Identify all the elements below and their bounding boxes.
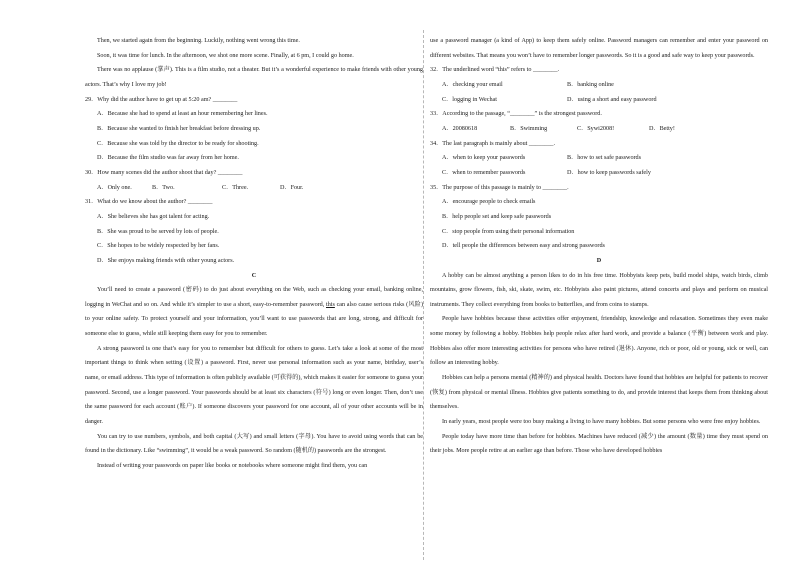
paragraph: A hobby can be almost anything a person likes to do in his free time. Hobbyists keep pets, build model ships, watch birds, climb mountains, grow flowers, fish, ski, skate, swim, etc. Hobbyists also paint pictures, attend concerts and plays and perform on musical instruments. They collect everything from books to butterflies, and from coins to stamps.	[430, 272, 768, 308]
option-29d: D．Because the film studio was far away from her home.	[97, 155, 239, 162]
paragraph: use a password manager (a kind of App) to keep them safely online. Password managers can remember and enter your password on different websites. That means you won’t have to remember longer passwords. So it is a good and safe way to keep your passwords.	[430, 38, 768, 59]
question-29-stem: 29．Why did the author have to get up at 5:20 am? ________	[85, 96, 238, 103]
option-31a: A．She believes she has got talent for acting.	[97, 213, 210, 220]
question-35-stem: 35．The purpose of this passage is mainly to ________.	[430, 184, 569, 191]
question-30-stem: 30．How many scenes did the author shoot that day? ________	[85, 169, 243, 176]
option-29b: B．Because she wanted to finish her breakfast before dressing up.	[97, 125, 261, 132]
paragraph: Soon, it was time for lunch. In the afternoon, we shot one more scene. Finally, at 6 pm, I could go home.	[97, 52, 354, 59]
option-35d: D．tell people the differences between easy and strong passwords	[442, 243, 605, 250]
question-34-options-ab	[430, 151, 768, 166]
question-32-options-cd	[430, 93, 768, 108]
paragraph: There was no applause (掌声). This is a film studio, not a theater. But it’s a wonderful experience to make friends with other young actors. That’s why I love my job!	[85, 67, 423, 88]
paragraph: Then, we started again from the beginning. Luckily, nothing went wrong this time.	[97, 38, 300, 44]
paragraph: In early years, most people were too busy making a living to have many hobbies. But some persons who were free enjoy hobbies.	[442, 419, 761, 426]
question-33-stem: 33．According to the passage, “________” is the strongest password.	[430, 111, 602, 118]
option-32a: A．checking your email	[442, 81, 503, 88]
option-33b: B．Swimming	[510, 125, 548, 132]
text-run: You’ll need to create a password (密码) to do just about everything on the Web, such as checking your email, banking online, logging in WeChat and so on. And while it’s simpler to use a short, easy-to-remember password,	[85, 287, 423, 308]
question-34-options-cd	[430, 166, 768, 181]
option-34d: D．how to keep passwords safely	[567, 169, 651, 176]
paragraph: People today have more time than before for hobbies. Machines have reduced (减少) the amount (数量) time they must spend on their jobs. More people retire at an earlier age than before. Those who have developed hobbies	[430, 433, 768, 455]
section-heading-d: D	[596, 257, 602, 264]
question-34-stem: 34．The last paragraph is mainly about ________.	[430, 140, 556, 147]
option-32d: D．using a short and easy password	[567, 96, 657, 103]
paragraph: Hobbies can help a persons mental (精神的) and physical health. Doctors have found that hobbies are helpful for patients to recover (恢复) from physical or mental illness. Hobbies give patients something to do, and provide interest that keeps them from thinking about themselves.	[430, 375, 768, 411]
column-divider	[423, 30, 424, 560]
question-30-options	[85, 181, 423, 196]
option-30d: D．Four.	[280, 184, 304, 191]
question-32-options-ab	[430, 78, 768, 93]
section-heading-c: C	[251, 272, 257, 279]
paragraph	[85, 283, 423, 342]
text-run: can also cause serious risks (风险) to your online safety. To protect yourself and your information, you’ll want to use passwords that are long, strong, and difficult for someone else to guess, while still keeping them easy for you to remember.	[85, 301, 424, 338]
question-32-stem: 32．The underlined word “this” refers to ________.	[430, 67, 560, 74]
paragraph: You can try to use numbers, symbols, and both capital (大写) and small letters (字母). You have to avoid using words that can be found in the dictionary. Like “swimming”, it would be a weak password. So random (随机的) passwords are the strongest.	[85, 433, 423, 455]
paragraph: People have hobbies because these activities offer enjoyment, friendship, knowledge and relaxation. Sometimes they even make some money by following a hobby. Hobbies help people relax after hard work, and provide a balance (平衡) between work and play. Hobbies also offer more interesting activities for persons who have retired (退休). Anyone, rich or poor, old or young, sick or well, can follow an interesting hobby.	[430, 316, 768, 367]
option-32c: C．logging in Wechat	[442, 96, 497, 103]
option-31c: C．She hopes to be widely respected by her fans.	[97, 243, 220, 250]
option-34b: B．how to set safe passwords	[567, 155, 642, 162]
option-32b: B．banking online	[567, 81, 614, 88]
option-30a: A．Only one.	[97, 184, 132, 191]
option-35b: B．help people set and keep safe passwords	[442, 213, 552, 220]
underlined-word: this	[326, 301, 335, 308]
option-30b: B．Two.	[152, 184, 175, 191]
option-34c: C．when to remember passwords	[442, 169, 526, 176]
option-31b: B．She was proud to be served by lots of people.	[97, 228, 219, 235]
option-31d: D．She enjoys making friends with other young actors.	[97, 257, 235, 264]
paragraph: Instead of writing your passwords on paper like books or notebooks where someone might find them, you can	[97, 463, 368, 470]
question-33-options	[430, 122, 768, 137]
option-30c: C．Three.	[222, 184, 249, 191]
question-31-stem: 31．What do we know about the author? ________	[85, 199, 213, 206]
option-29a: A．Because she had to spend at least an hour remembering her lines.	[97, 111, 268, 118]
right-column	[430, 34, 768, 459]
option-33a: A．20080618	[442, 125, 478, 132]
option-33d: D．Betty!	[649, 125, 675, 132]
left-column	[85, 34, 423, 474]
option-34a: A．when to keep your passwords	[442, 155, 526, 162]
option-35c: C．stop people from using their personal information	[442, 228, 575, 235]
option-33c: C．Sywi2008!	[577, 125, 615, 132]
paragraph: A strong password is one that’s easy for you to remember but difficult for others to guess. Let’s take a look at some of the most important things to think when setting (设置) a password. First, never use personal information such as your name, birthday, user’s name, or email address. This type of information is often publicly available (可获得的), which makes it easier for someone to guess your password. Second, use a longer password. Your passwords should be at least six characters (符号) long or even longer. Then, don’t use the same password for each account (账户). If someone discovers your password for one account, all of your other accounts will be in danger.	[85, 345, 423, 426]
option-35a: A．encourage people to check emails	[442, 199, 536, 206]
option-29c: C．Because she was told by the director to be ready for shooting.	[97, 140, 259, 147]
